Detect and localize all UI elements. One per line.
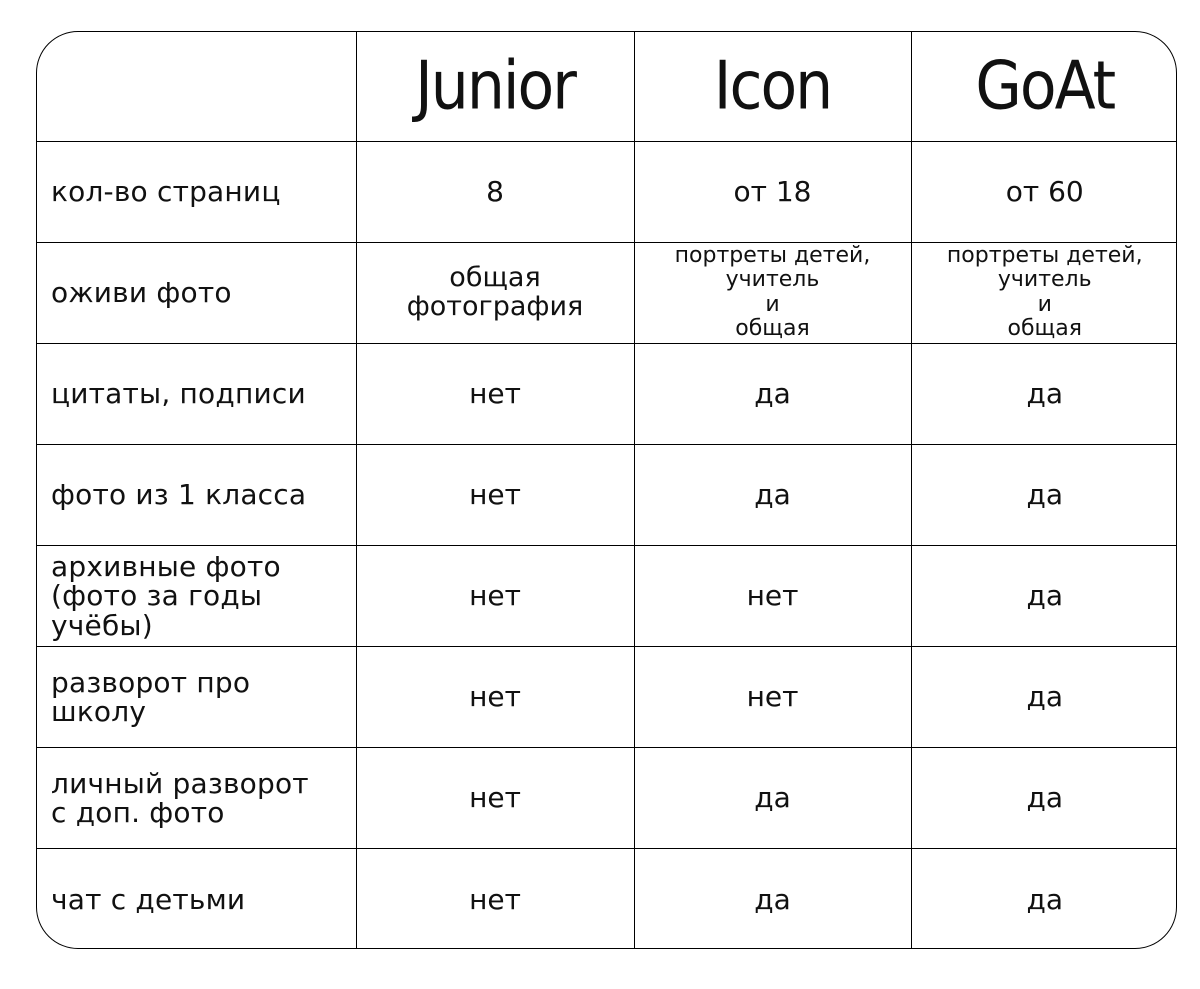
- feature-label: чат с детьми: [37, 849, 356, 949]
- table-row: [37, 646, 1177, 747]
- table-row: [37, 748, 1177, 849]
- table-row: [37, 242, 1177, 343]
- value-cell: да: [911, 646, 1177, 747]
- value-cell: общая фотография: [356, 242, 634, 343]
- table-row: [37, 849, 1177, 949]
- feature-label: фото из 1 класса: [37, 444, 356, 545]
- value-cell: от 18: [634, 141, 911, 242]
- value-cell: нет: [356, 849, 634, 949]
- plan-name: Junior: [415, 47, 575, 126]
- value-cell: 8: [356, 141, 634, 242]
- value-cell: нет: [634, 545, 911, 646]
- header-empty-cell: [37, 32, 356, 141]
- value-cell: нет: [356, 646, 634, 747]
- feature-label: архивные фото (фото за годы учёбы): [37, 545, 356, 646]
- plan-header-goat: [911, 32, 1177, 141]
- value-cell: нет: [356, 343, 634, 444]
- value-cell: да: [911, 849, 1177, 949]
- feature-label: оживи фото: [37, 242, 356, 343]
- value-cell: да: [911, 343, 1177, 444]
- plan-header-junior: [356, 32, 634, 141]
- value-cell: да: [634, 849, 911, 949]
- value-cell: да: [911, 748, 1177, 849]
- value-cell: портреты детей, учитель и общая: [911, 242, 1177, 343]
- table-row: [37, 444, 1177, 545]
- table-row: [37, 343, 1177, 444]
- plan-name: GoAt: [975, 47, 1115, 126]
- table-row: [37, 141, 1177, 242]
- table-row: [37, 545, 1177, 646]
- value-cell: нет: [356, 545, 634, 646]
- value-cell: да: [634, 343, 911, 444]
- value-cell: от 60: [911, 141, 1177, 242]
- value-cell: нет: [356, 444, 634, 545]
- feature-label: цитаты, подписи: [37, 343, 356, 444]
- value-cell: да: [634, 748, 911, 849]
- plan-comparison-grid: [37, 32, 1177, 949]
- value-cell: портреты детей, учитель и общая: [634, 242, 911, 343]
- feature-label: личный разворот с доп. фото: [37, 748, 356, 849]
- value-cell: да: [634, 444, 911, 545]
- header-row: [37, 32, 1177, 141]
- value-cell: нет: [634, 646, 911, 747]
- plan-name: Icon: [713, 47, 832, 126]
- comparison-table: [36, 31, 1177, 949]
- feature-label: разворот про школу: [37, 646, 356, 747]
- value-cell: да: [911, 545, 1177, 646]
- feature-label: кол-во страниц: [37, 141, 356, 242]
- value-cell: нет: [356, 748, 634, 849]
- plan-header-icon: [634, 32, 911, 141]
- value-cell: да: [911, 444, 1177, 545]
